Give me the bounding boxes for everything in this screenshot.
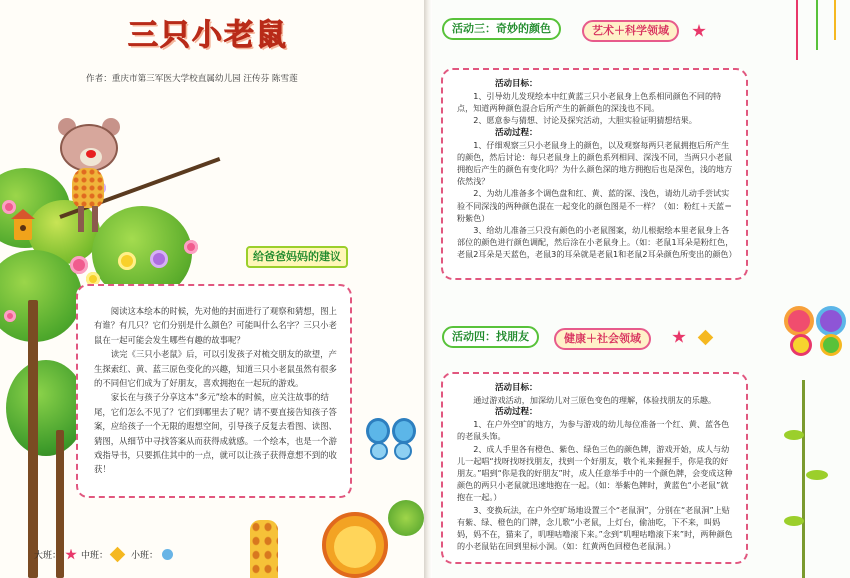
author-line: 作者：重庆市第三军医大学校直属幼儿园 汪传芬 陈雪莲 [86, 74, 298, 84]
activity4-box [441, 372, 748, 564]
kite-decoration [786, 0, 850, 60]
activity3-domain: 艺术＋科学领域 [582, 20, 679, 42]
activity4-goal: 通过游戏活动，加深幼儿对三原色变色的理解，体验找朋友的乐趣。 [473, 395, 717, 405]
tip-paragraph: 家长在与孩子分享这本“多元”绘本的时候，应关注故事的结尾，它们怎么不见了？它们到哪里去了呢？请不要直接告知孩子答案，应给孩子一个无限的遐想空间，引导孩子反复去看图、读图、猜图，从细节中寻找答案从而获得成就感。一个绘本，也是一个游戏指导书，只要抓住其中的一点，就可以让孩子获得意想不到的收获！ [94, 392, 337, 475]
page-gutter [424, 0, 432, 578]
legend-big-label: 大班： [34, 551, 62, 561]
activity3-goal: 1、引导幼儿发现绘本中红黄蓝三只小老鼠身上色系相同颜色不同的特点，知道两种颜色混合后所产生的新颜色的深浅也不同。 [457, 91, 722, 114]
activity4-step: 2、成人手里各有橙色、紫色、绿色三色的颜色牌，游戏开始，成人与幼儿一起唱“找呀找呀找朋友，找到一个好朋友，敬个礼来握握手，你是我的好朋友。”唱到“你是我的好朋友”时，成人任意举手中的一个颜色牌，会变成这种颜色的两只小老鼠就迅速地抱在一起。（如：举紫色牌时，黄蓝色“小老鼠”就抱在一起。） [457, 443, 733, 503]
tip-paragraph: 读完《三只小老鼠》后，可以引发孩子对梳交朋友的欲望，产生探索红、黄、蓝三原色变化的兴趣，知道三只小老鼠虽然有很多的不同但它们成为了好朋友，喜欢拥抱在一起玩的游戏。 [94, 349, 337, 389]
parents-tip-banner: 给爸爸妈妈的建议 [246, 246, 348, 268]
birdhouse [14, 218, 32, 240]
parents-tip-box [76, 284, 352, 498]
butterfly-illustration [784, 306, 848, 358]
right-page [432, 0, 850, 578]
activity3-box [441, 68, 748, 280]
activity3-goal: 2、愿意参与猜想、讨论及探究活动，大胆实验证明猜想结果。 [473, 115, 697, 126]
diamond-icon [698, 330, 714, 346]
star-icon [65, 549, 77, 561]
diamond-icon [110, 547, 126, 563]
activity4-goal-heading: 活动目标： [495, 383, 538, 393]
activity3-step: 1、仔细观察三只小老鼠身上的颜色，以及观察每两只老鼠拥抱后所产生的颜色，然后讨论：每只老鼠身上的颜色系列相同、深浅不同，当两只小老鼠拥抱后产生的颜色有变化吗？为什么颜色深的地方拥抱后也是深色，浅的地方依然浅？ [457, 139, 733, 187]
star-icon [692, 24, 706, 38]
bear-illustration [58, 118, 120, 238]
activity3-goal-heading: 活动目标： [495, 79, 538, 89]
level-legend [34, 548, 173, 561]
tip-paragraph: 阅读这本绘本的时候，先对他的封面进行了观察和猜想，图上有谁？有几只？它们分别是什么颜色？可能叫什么名字？三只小老鼠在一起可能会发生哪些有趣的故事呢？ [94, 306, 337, 345]
page-title: 三只小老鼠 [128, 18, 288, 53]
activity4-step: 1、在户外空旷的地方，为参与游戏的幼儿每位准备一个红、黄、蓝各色的老鼠头饰。 [457, 419, 730, 442]
star-icon [672, 330, 686, 344]
activity4-domain: 健康＋社会领域 [554, 328, 651, 350]
circle-icon [162, 549, 173, 560]
activity3-step: 3、给幼儿准备三只没有颜色的小老鼠图案，幼儿根据绘本里老鼠身上各部位的颜色进行颜色调配，然后涂在小老鼠身上。（如：老鼠1耳朵是粉红色，老鼠2耳朵是天蓝色，老鼠3的耳朵就是老鼠1和老鼠2耳朵颜色所变出的颜色） [457, 225, 737, 260]
legend-small-label: 小班： [131, 551, 159, 561]
left-page [0, 0, 424, 578]
legend-middle-label: 中班： [81, 551, 109, 561]
activity4-step: 3、变换玩法，在户外空旷场地设置三个“老鼠洞”，分别在“老鼠洞”上贴有紫、绿、橙色的门牌，念儿歌“小老鼠，上灯台，偷油吃，下不来，叫妈妈，妈不在，猫来了，叽哩咕噜滚下来。”念到“叽哩咕噜滚下来”时，两种颜色的小老鼠钻在回到里标小洞。（如：红黄两色回橙色老鼠洞。） [457, 504, 733, 552]
activity3-title: 活动三：奇妙的颜色 [442, 18, 561, 40]
activity4-process-heading: 活动过程： [495, 407, 538, 418]
activity3-process-heading: 活动过程： [495, 127, 538, 138]
activity3-step: 2、为幼儿准备多个调色盘和红、黄、蓝的深、浅色，请幼儿动手尝试实验不同深浅的两种颜色混在一起变化的颜色图是不一样？（如：粉红＋天蓝＝粉紫色） [457, 188, 733, 223]
activity4-title: 活动四：找朋友 [442, 326, 539, 348]
butterfly-illustration [366, 418, 416, 462]
